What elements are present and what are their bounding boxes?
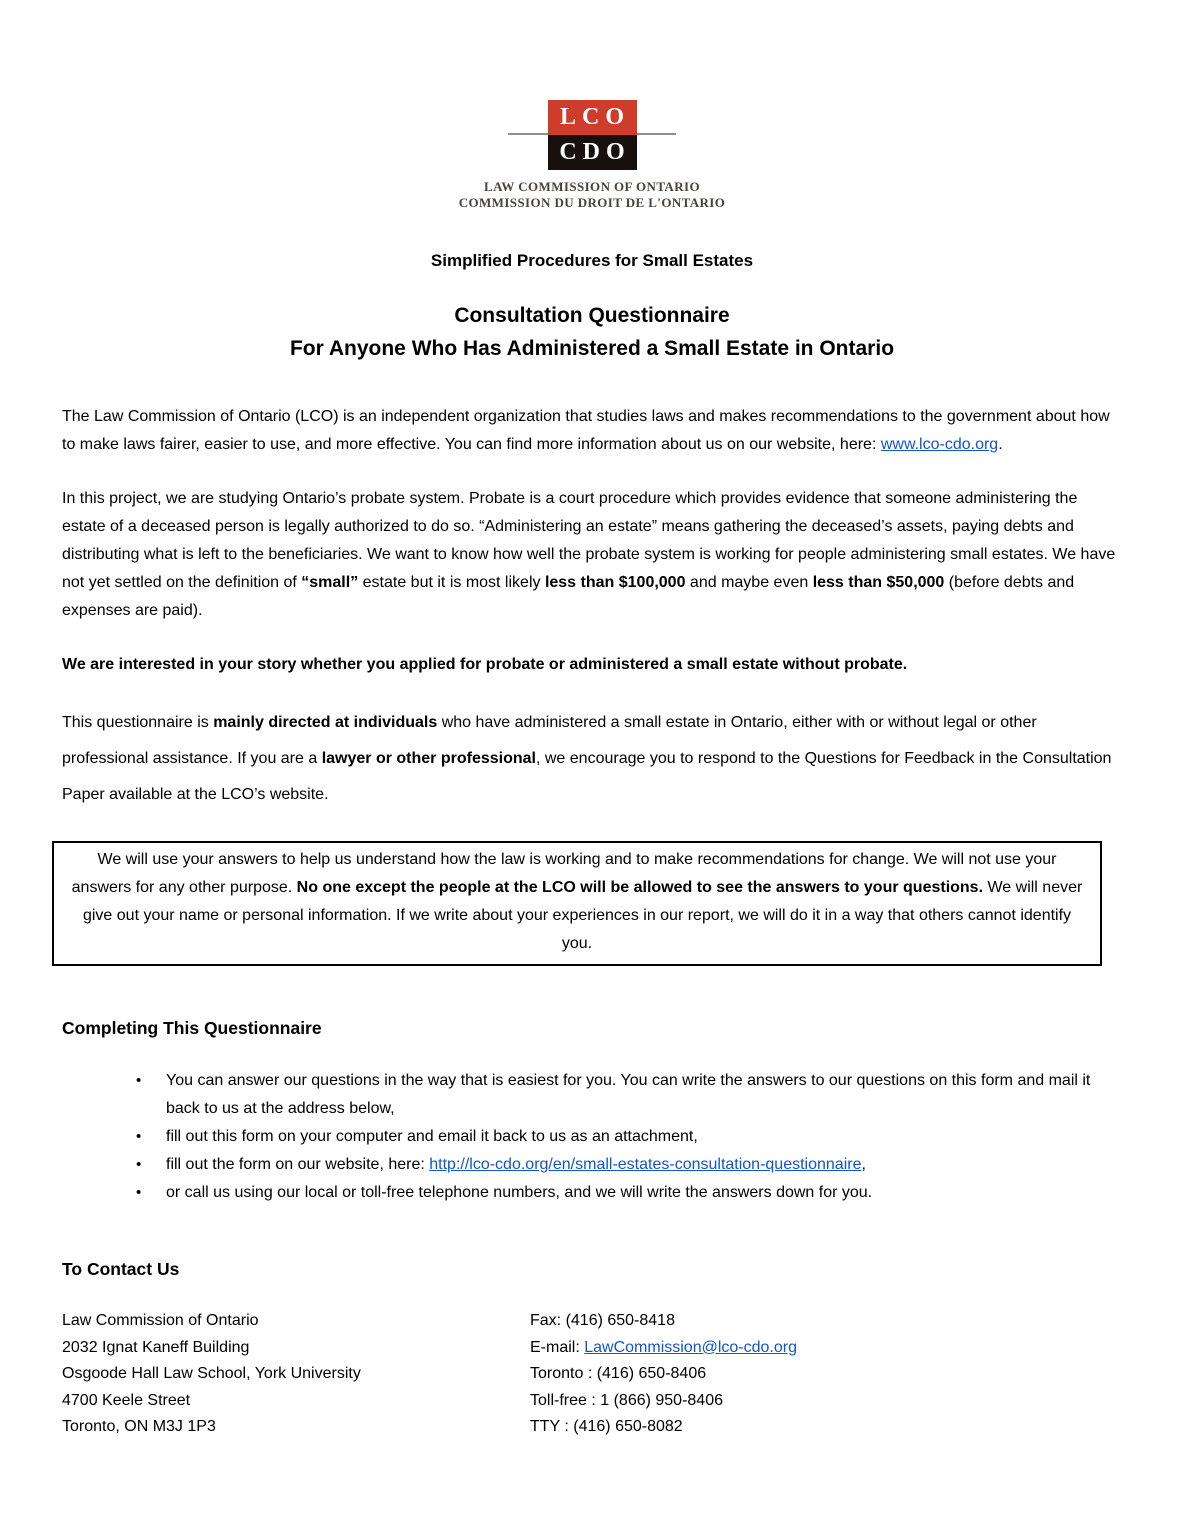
logo-org-names: [459, 179, 726, 211]
list-item: [62, 1151, 1122, 1179]
contact-tollfree-line: Toll-free : 1 (866) 950-8406: [530, 1391, 723, 1409]
logo-red-tile: LCO: [548, 100, 637, 135]
section-heading-completing: Completing This Questionnaire: [62, 1018, 322, 1038]
email-label: E-mail:: [530, 1338, 585, 1356]
privacy-notice-box: [52, 841, 1102, 966]
p2-text-1: In this project, we are studying Ontario’s probate system. Probate is a court procedure which provides evidence that someone administering the estate of a deceased person is legally authorized to do so. “Administering an estate” means gathering the deceased’s assets, paying debts and distributing what is left to the beneficiaries. We want to know how well the probate system is working for people administering small estates. We have not yet settled on the definition of: [62, 490, 1116, 591]
bullet3-comma: ,: [861, 1156, 866, 1173]
p4-text-1: This questionnaire is: [62, 714, 214, 731]
p1-text: The Law Commission of Ontario (LCO) is an independent organization that studies laws and makes recommendations to the government about how to make laws fairer, easier to use, and more effective. You can find more information about us on our website, here:: [62, 408, 1110, 453]
contact-block: [62, 1308, 1122, 1441]
contact-email-line: [530, 1335, 1122, 1362]
privacy-bold-statement: No one except the people at the LCO will be allowed to see the answers to your questions.: [296, 879, 984, 896]
address-line-city: Toronto, ON M3J 1P3: [62, 1418, 216, 1435]
bullet-text-phone: or call us using our local or toll-free telephone numbers, and we will write the answers down for you.: [166, 1184, 873, 1201]
paragraph-about-lco: [62, 403, 1122, 459]
p4-text-3: , we encourage you to respond to the Questions for Feedback in the Consultation Paper available at the LCO’s website.: [62, 750, 1112, 803]
paragraph-audience: [62, 705, 1122, 813]
org-name-french: COMMISSION DU DROIT DE L'ONTARIO: [458, 195, 726, 210]
p2-text-3: and maybe even: [685, 574, 813, 591]
p2-text-2: estate but it is most likely: [358, 574, 545, 591]
org-name-english: LAW COMMISSION OF ONTARIO: [484, 179, 700, 194]
address-line-org: Law Commission of Ontario: [62, 1312, 259, 1329]
list-item: [62, 1123, 1122, 1151]
contact-tty-line: TTY : (416) 650-8082: [530, 1418, 683, 1435]
p4-text-2: who have administered a small estate in Ontario, either with or without legal or other professional assistance. If you are a: [62, 714, 1037, 767]
lco-logo-mark: [508, 100, 676, 170]
doc-title-line1: Consultation Questionnaire: [454, 304, 730, 327]
list-item: [62, 1067, 1122, 1123]
bullet-icon: •: [136, 1184, 142, 1201]
completion-options-list: [62, 1067, 1122, 1207]
p2-bold-50k: less than $50,000: [812, 574, 945, 591]
bullet3-text: fill out the form on our website, here:: [166, 1156, 430, 1173]
bullet-icon: •: [136, 1072, 142, 1089]
p2-bold-100k: less than $100,000: [544, 574, 686, 591]
p1-period: .: [998, 436, 1003, 453]
paragraph-probate-explainer: [62, 485, 1122, 625]
lco-website-link[interactable]: www.lco-cdo.org: [880, 436, 999, 453]
logo-black-tile: CDO: [548, 135, 637, 170]
p4-bold-professional: lawyer or other professional: [321, 750, 536, 767]
contact-phone-column: [530, 1308, 1122, 1441]
contact-address-column: [62, 1308, 530, 1441]
p2-text-4: (before debts and expenses are paid).: [62, 574, 1075, 619]
email-link[interactable]: LawCommission@lco-cdo.org: [584, 1338, 797, 1356]
privacy-text-2: We will never give out your name or personal information. If we write about your experiences in our report, we will do it in a way that others cannot identify you.: [82, 879, 1083, 952]
bullet-icon: •: [136, 1128, 142, 1145]
doc-title: [62, 299, 1122, 365]
bullet-icon: •: [136, 1156, 142, 1173]
lco-logo-tiles: [548, 100, 637, 170]
questionnaire-url-link[interactable]: http://lco-cdo.org/en/small-estates-consultation-questionnaire: [429, 1156, 862, 1173]
p2-bold-small: “small”: [301, 574, 359, 591]
bullet-text-email: fill out this form on your computer and email it back to us as an attachment,: [166, 1128, 698, 1145]
address-line-building: 2032 Ignat Kaneff Building: [62, 1338, 250, 1356]
bullet-text-mail: You can answer our questions in the way that is easiest for you. You can write the answers to our questions on this form and mail it back to us at the address below,: [166, 1072, 1091, 1117]
address-line-school: Osgoode Hall Law School, York University: [62, 1365, 361, 1382]
doc-subtitle: Simplified Procedures for Small Estates: [430, 251, 754, 270]
address-line-street: 4700 Keele Street: [62, 1391, 191, 1409]
lco-logo: [62, 0, 1122, 211]
privacy-text-1: We will use your answers to help us understand how the law is working and to make recommendations for change. We will not use your answers for any other purpose.: [71, 851, 1057, 896]
list-item: [62, 1179, 1122, 1207]
contact-toronto-line: Toronto : (416) 650-8406: [530, 1365, 707, 1382]
p4-bold-individuals: mainly directed at individuals: [213, 714, 438, 731]
doc-title-line2: For Anyone Who Has Administered a Small Estate in Ontario: [289, 337, 895, 360]
paragraph-interested-statement: We are interested in your story whether you applied for probate or administered a small estate without probate.: [62, 656, 908, 673]
bullet-text-website: [166, 1151, 1122, 1179]
contact-fax-line: Fax: (416) 650-8418: [530, 1312, 675, 1329]
section-heading-contact: To Contact Us: [62, 1259, 180, 1279]
